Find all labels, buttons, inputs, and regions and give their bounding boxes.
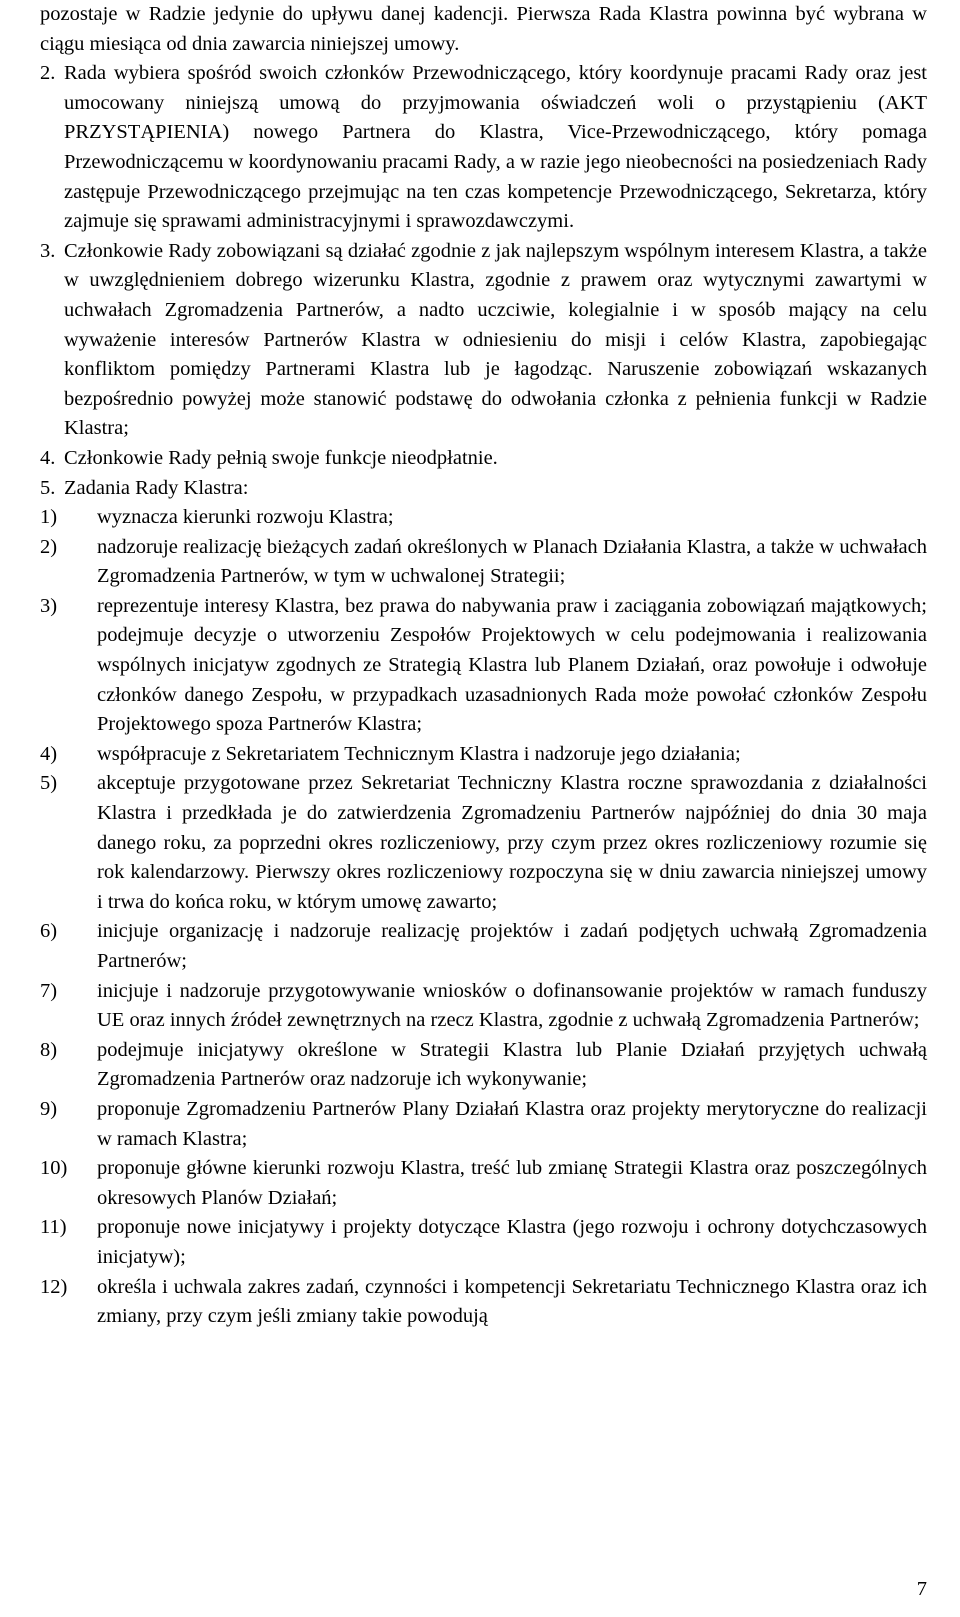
section-text: Członkowie Rady pełnią swoje funkcje nieodpłatnie. [64, 446, 498, 469]
list-item-number: 6) [40, 920, 58, 943]
list-item-text: wyznacza kierunki rozwoju Klastra; [97, 506, 394, 529]
list-item-number: 1) [40, 506, 58, 529]
list-item [40, 1154, 927, 1213]
section-number: 2. [40, 62, 56, 85]
section-number: 4. [40, 446, 56, 469]
section-3 [40, 237, 927, 444]
list-item-text: proponuje nowe inicjatywy i projekty dotyczące Klastra (jego rozwoju i ochrony dotychczasowych inicjatyw); [97, 1216, 927, 1268]
section-4 [40, 444, 927, 474]
list-item-number: 8) [40, 1038, 58, 1061]
list-item-text: podejmuje inicjatywy określone w Strategii Klastra lub Planie Działań przyjętych uchwałą Zgromadzenia Partnerów oraz nadzoruje ich wykonywanie; [97, 1038, 927, 1091]
list-item-number: 10) [40, 1157, 68, 1180]
list-item-number: 7) [40, 979, 58, 1002]
list-item-number: 12) [40, 1275, 68, 1298]
page-number: 7 [916, 1578, 927, 1600]
list-item-text: nadzoruje realizację bieżących zadań określonych w Planach Działania Klastra, a także w uchwałach Zgromadzenia Partnerów, w tym w uchwalonej Strategii; [97, 535, 927, 588]
list-item [40, 740, 927, 770]
list-item [40, 917, 927, 976]
tasks-list [40, 503, 927, 1332]
list-item [40, 977, 927, 1036]
list-item [40, 1273, 927, 1332]
intro-paragraph: pozostaje w Radzie jedynie do upływu danej kadencji. Pierwsza Rada Klastra powinna być wybrana w ciągu miesiąca od dnia zawarcia niniejszej umowy. [40, 3, 927, 55]
list-item [40, 533, 927, 592]
section-number: 3. [40, 239, 56, 262]
list-item-text: współpracuje z Sekretariatem Technicznym Klastra i nadzoruje jego działania; [97, 742, 741, 765]
list-item [40, 1095, 927, 1154]
list-item-text: określa i uchwala zakres zadań, czynności i kompetencji Sekretariatu Technicznego Klastra oraz ich zmiany, przy czym jeśli zmiany takie powodują [97, 1275, 927, 1328]
section-text: Zadania Rady Klastra: [64, 476, 249, 499]
list-item [40, 1213, 927, 1272]
list-item-text: akceptuje przygotowane przez Sekretariat Techniczny Klastra roczne sprawozdania z działalności Klastra i przedkłada je do zatwierdzenia Zgromadzeniu Partnerów najpóźniej do dnia 30 maja danego roku, za poprzedni okres rozliczeniowy, przy czym przez okres rozliczeniowy rozumie się rok kalendarzowy. Pierwszy okres rozliczeniowy rozpoczyna się w dniu zawarcia niniejszej umowy i trwa do końca roku, w którym umowę zawarto; [97, 772, 927, 913]
list-item-text: proponuje Zgromadzeniu Partnerów Plany Działań Klastra oraz projekty merytoryczne do realizacji w ramach Klastra; [97, 1097, 927, 1150]
list-item-number: 4) [40, 742, 58, 765]
section-text: Rada wybiera spośród swoich członków Przewodniczącego, który koordynuje pracami Rady oraz jest umocowany niniejszą umową do przyjmowania oświadczeń woli o przystąpieniu (AKT PRZYSTĄPIENIA) nowego Partnera do Klastra, Vice-Przewodniczącego, który pomaga Przewodniczącemu w koordynowaniu pracami Rady, a w razie jego nieobecności na posiedzeniach Rady zastępuje Przewodniczącego przejmując na ten czas kompetencje Przewodniczącego, Sekretarza, który zajmuje się sprawami administracyjnymi i sprawozdawczymi. [64, 62, 927, 233]
section-number: 5. [40, 476, 56, 499]
list-item [40, 503, 927, 533]
section-text: Członkowie Rady zobowiązani są działać zgodnie z jak najlepszym wspólnym interesem Klastra, a także w uwzględnieniem dobrego wizerunku Klastra, zgodnie z prawem oraz wytycznymi zawartymi w uchwałach Zgromadzenia Partnerów, a nadto uczciwie, kolegialnie i w sposób mający na celu wyważenie interesów Partnerów Klastra w odniesieniu do misji i celów Klastra, zapobiegając konfliktom pomiędzy Partnerami Klastra lub je łagodząc. Naruszenie zobowiązań wskazanych bezpośrednio powyżej może stanowić podstawę do odwołania członka z pełnienia funkcji w Radzie Klastra; [64, 239, 927, 440]
list-item-number: 9) [40, 1097, 58, 1120]
list-item [40, 769, 927, 917]
list-item-text: proponuje główne kierunki rozwoju Klastra, treść lub zmianę Strategii Klastra oraz poszczególnych okresowych Planów Działań; [97, 1157, 927, 1209]
list-item-number: 2) [40, 535, 58, 558]
list-item-number: 5) [40, 772, 58, 795]
list-item [40, 592, 927, 740]
list-item [40, 1036, 927, 1095]
document-page [40, 0, 927, 1332]
section-5 [40, 474, 927, 504]
section-2 [40, 59, 927, 237]
list-item-text: inicjuje organizację i nadzoruje realizację projektów i zadań podjętych uchwałą Zgromadzenia Partnerów; [97, 920, 927, 972]
list-item-text: reprezentuje interesy Klastra, bez prawa do nabywania praw i zaciągania zobowiązań majątkowych; podejmuje decyzje o utworzeniu Zespołów Projektowych w celu podejmowania i realizowania wspólnych inicjatyw zgodnych ze Strategią Klastra lub Planem Działań, oraz powołuje i odwołuje członków danego Zespołu, w przypadkach uzasadnionych Rada może powołać członków Zespołu Projektowego spoza Partnerów Klastra; [97, 594, 927, 736]
list-item-text: inicjuje i nadzoruje przygotowywanie wniosków o dofinansowanie projektów w ramach funduszy UE oraz innych źródeł zewnętrznych na rzecz Klastra, zgodnie z uchwałą Zgromadzenia Partnerów; [97, 979, 927, 1032]
list-item-number: 11) [40, 1216, 67, 1239]
list-item-number: 3) [40, 594, 58, 617]
